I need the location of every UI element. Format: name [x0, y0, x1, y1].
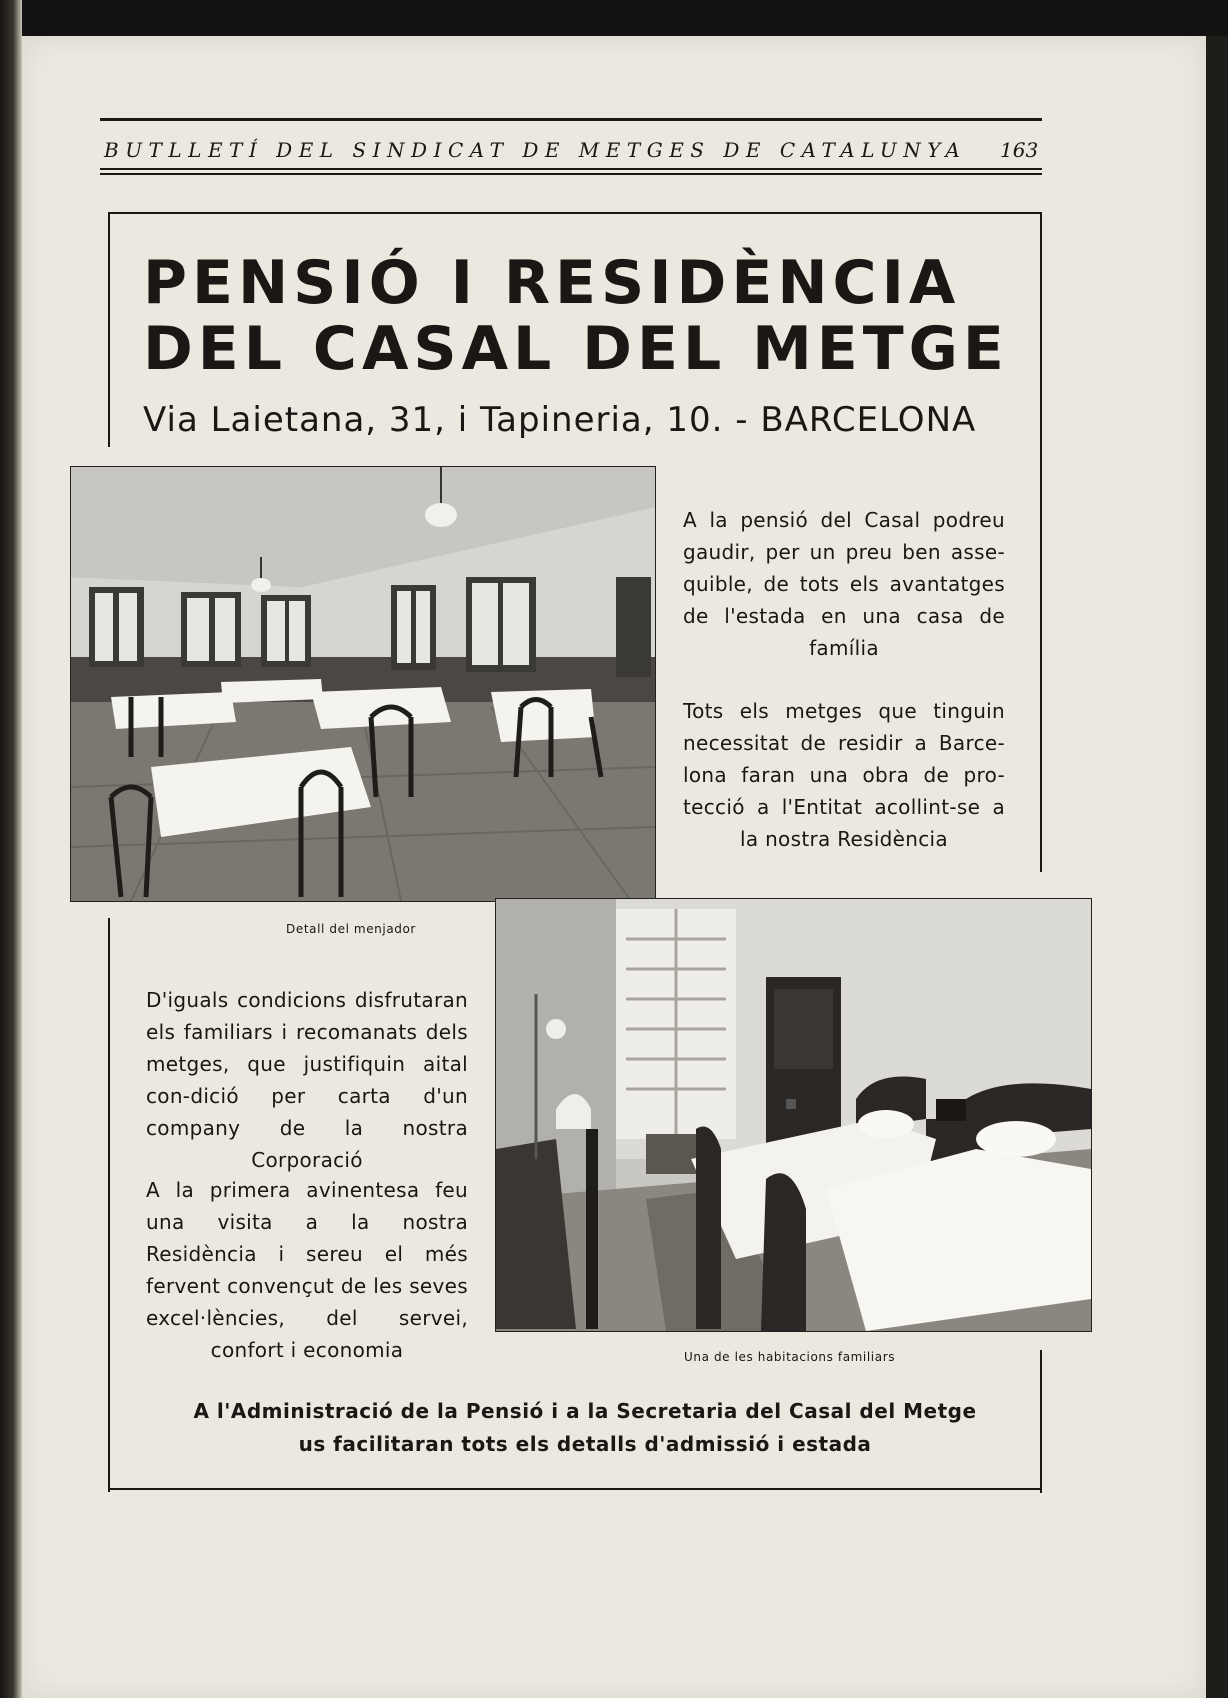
header-rule-bottom-1 [100, 168, 1042, 170]
frame-left-lower [108, 918, 110, 1492]
frame-top [108, 212, 1042, 214]
scan-binding-edge [0, 0, 22, 1698]
ad-address: Via Laietana, 31, i Tapineria, 10. - BARCELONA [143, 400, 977, 440]
frame-right-lower [1040, 1350, 1042, 1493]
bedroom-image [496, 899, 1091, 1331]
closing-line2: us facilitaran tots els detalls d'admissió i estada [298, 1432, 872, 1456]
frame-left-upper [108, 212, 110, 447]
ad-title-line2: DEL CASAL DEL METGE [143, 314, 1009, 384]
header-rule-top [100, 118, 1042, 121]
caption-bedroom: Una de les habitacions familiars [684, 1350, 896, 1364]
running-title: BUTLLETÍ DEL SINDICAT DE METGES DE CATALUNYA [104, 138, 967, 162]
frame-bottom [108, 1488, 1042, 1490]
paragraph-doctors: Tots els metges que tinguin necessitat de residir a Barce-lona faran una obra de pro-tecció a l'Entitat acollint-se a la nostra Residència [683, 699, 1005, 851]
frame-right-upper [1040, 212, 1042, 872]
bedroom-photo [495, 898, 1092, 1332]
closing-text [150, 1395, 1020, 1461]
closing-line1: A l'Administració de la Pensió i a la Secretaria del Casal del Metge [193, 1399, 977, 1423]
page-number: 163 [1000, 138, 1039, 162]
dining-room-photo [70, 466, 656, 902]
caption-dining-room: Detall del menjador [286, 922, 416, 936]
scan-top-edge [22, 0, 1228, 36]
dining-room-image [71, 467, 655, 901]
header-rule-bottom-2 [100, 173, 1042, 175]
paragraph-relatives: D'iguals condicions disfrutaran els familiars i recomanats dels metges, que justifiquin aital con-dició per carta d'un company de la nostra Corporació [146, 988, 468, 1172]
paragraph-price: A la pensió del Casal podreu gaudir, per un preu ben asse-quible, de tots els avantatges de l'estada en una casa de família [683, 508, 1005, 660]
paragraph-visit: A la primera avinentesa feu una visita a la nostra Residència i sereu el més fervent convençut de les seves excel·lències, del servei, confort i economia [146, 1178, 468, 1362]
ad-title-line1: PENSIÓ I RESIDÈNCIA [143, 248, 961, 318]
